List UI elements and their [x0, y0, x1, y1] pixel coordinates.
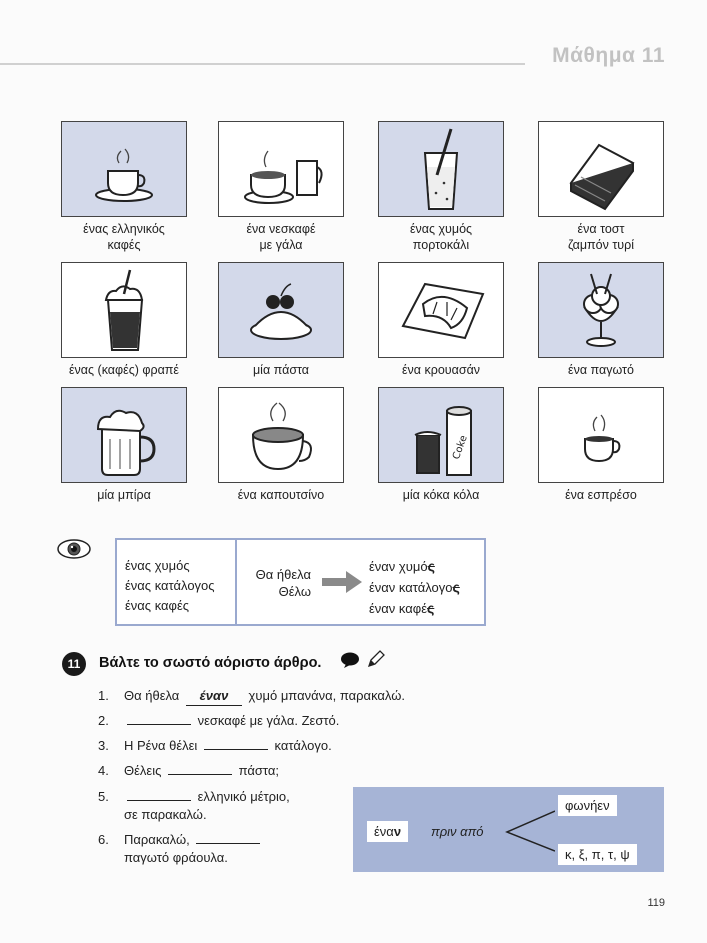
espresso-icon	[541, 389, 661, 481]
rule-ending: ν	[393, 824, 402, 839]
speech-bubble-icon	[340, 652, 360, 668]
vocab-picture	[218, 121, 344, 217]
ice-cream-icon	[541, 264, 661, 356]
branch-lines	[503, 805, 555, 855]
vocab-picture	[378, 121, 504, 217]
vocab-item	[537, 121, 665, 253]
exercise-number: 11	[62, 652, 86, 676]
answer-blank[interactable]	[196, 831, 260, 844]
vocab-item	[217, 387, 345, 503]
vocab-item	[60, 121, 188, 253]
vocab-caption: ένα καπουτσίνο	[237, 488, 325, 502]
vocab-caption: μία πάστα	[252, 363, 310, 377]
vocab-picture	[61, 262, 187, 358]
vocab-caption: ένα εσπρέσο	[565, 488, 637, 502]
vocab-caption: ένας χυμός πορτοκάλι	[409, 222, 473, 252]
exercise-title: Βάλτε το σωστό αόριστο άρθρο.	[99, 655, 322, 671]
arrow-right-icon	[322, 570, 362, 594]
rule-consonants: κ, ξ, π, τ, ψ	[558, 844, 637, 865]
answer-blank[interactable]	[127, 788, 191, 801]
eye-icon	[57, 538, 91, 560]
vocab-picture	[538, 121, 664, 217]
lesson-title: Μάθημα 11	[552, 44, 665, 67]
grammar-results	[369, 556, 460, 619]
vocab-item	[377, 121, 505, 253]
exercise-item: 3. Η Ρένα θέλει κατάλογο.	[98, 738, 332, 753]
vocab-caption: ένα παγωτό	[568, 363, 634, 377]
vocab-picture	[538, 262, 664, 358]
item-number: 3.	[98, 738, 109, 753]
coke-icon	[381, 389, 501, 481]
rule-box	[353, 787, 664, 872]
grammar-result: έναν κατάλογος	[369, 579, 460, 595]
divider	[235, 540, 237, 624]
item-number: 1.	[98, 688, 109, 703]
vocab-caption: ένα τοστ ζαμπόν τυρί	[567, 222, 635, 252]
vocab-picture	[61, 387, 187, 483]
exercise-item: 1. Θα ήθελα έναν χυμό μπανάνα, παρακαλώ.	[98, 687, 405, 706]
rule-stem-text: ένα	[374, 824, 394, 839]
vocab-item	[377, 387, 505, 503]
cappuccino-icon	[221, 389, 341, 481]
nescafe-milk-icon	[221, 123, 341, 215]
vocab-item	[537, 387, 665, 503]
answer-blank[interactable]	[204, 737, 268, 750]
vocab-caption: μία κόκα κόλα	[402, 488, 480, 502]
grammar-result: έναν χυμός	[369, 558, 435, 574]
item-number: 4.	[98, 763, 109, 778]
vocab-picture	[61, 121, 187, 217]
vocab-picture	[218, 262, 344, 358]
rule-before: πριν από	[431, 824, 484, 839]
rule-vowel: φωνήεν	[558, 795, 617, 816]
exercise-item: 5. ελληνικό μέτριο, σε παρακαλώ.	[98, 789, 290, 822]
pastry-icon	[221, 264, 341, 356]
grammar-noun: ένας κατάλογος	[125, 578, 215, 593]
header-rule	[0, 63, 525, 65]
vocab-caption: ένας ελληνικός καφές	[83, 222, 165, 252]
exercise-item: 4. Θέλεις πάστα;	[98, 763, 279, 778]
vocab-item	[377, 262, 505, 378]
vocab-picture	[378, 262, 504, 358]
croissant-icon	[381, 264, 501, 356]
grammar-verbs	[247, 566, 311, 600]
answer-filled[interactable]: έναν	[186, 687, 242, 706]
greek-coffee-icon	[64, 123, 184, 215]
grammar-nouns	[125, 556, 215, 616]
grammar-noun: ένας χυμός	[125, 558, 190, 573]
exercise-item: 6. Παρακαλώ, παγωτό φράουλα.	[98, 831, 263, 867]
frappe-icon	[64, 264, 184, 356]
crossed-out-letter: ς	[427, 558, 435, 574]
item-number: 6.	[98, 832, 109, 847]
vocab-caption: ένα νεσκαφέ με γάλα	[246, 222, 316, 252]
page-number: 119	[647, 897, 665, 909]
answer-blank[interactable]	[127, 712, 191, 725]
svg-text:Coke: Coke	[451, 434, 470, 461]
vocab-caption: ένας (καφές) φραπέ	[68, 363, 179, 377]
rule-stem	[367, 821, 408, 842]
vocab-item	[60, 387, 188, 503]
grammar-box	[115, 538, 486, 626]
vocab-picture	[538, 387, 664, 483]
answer-blank[interactable]	[168, 762, 232, 775]
toast-icon	[541, 123, 661, 215]
vocab-picture	[218, 387, 344, 483]
exercise-item: 2. νεσκαφέ με γάλα. Ζεστό.	[98, 713, 340, 728]
vocab-item	[217, 262, 345, 378]
item-number: 5.	[98, 789, 109, 804]
beer-icon	[64, 389, 184, 481]
crossed-out-letter: ς	[427, 600, 435, 616]
vocab-picture	[378, 387, 504, 483]
pencil-icon	[366, 649, 386, 669]
vocab-caption: ένα κρουασάν	[401, 363, 481, 377]
grammar-result: έναν καφές	[369, 600, 435, 616]
grammar-noun: ένας καφές	[125, 598, 190, 613]
vocab-caption: μία μπίρα	[97, 488, 151, 502]
vocab-item	[537, 262, 665, 378]
crossed-out-letter: ς	[452, 579, 460, 595]
orange-juice-icon	[381, 123, 501, 215]
vocab-item	[217, 121, 345, 253]
verb-want: Θέλω	[278, 584, 311, 599]
verb-would-like: Θα ήθελα	[255, 567, 311, 582]
vocab-item	[60, 262, 188, 378]
item-number: 2.	[98, 713, 109, 728]
